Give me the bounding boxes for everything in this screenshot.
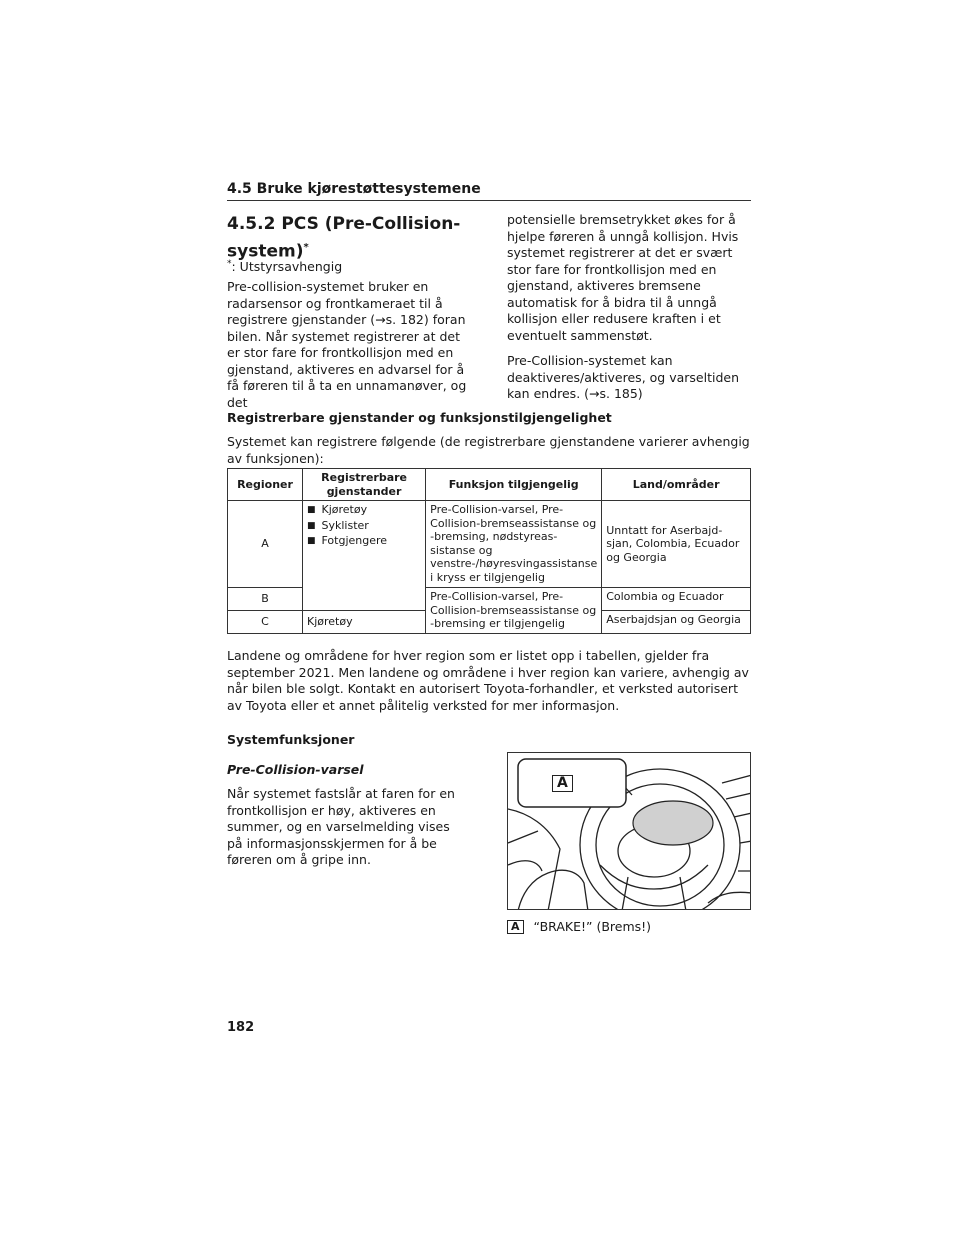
title-footnote-marker: *	[303, 242, 309, 253]
regions-note: Landene og områdene for hver region som er listet opp i tabellen, gjelder fra september 2021. Men landene og områdene i hver region kan variere, avhengig av når bilen ble solgt. Kontakt en autorisert Toyota-forhandler, et verksted autorisert av Toyota eller et annet pålitelig verksted for mer informasjon.	[227, 648, 749, 713]
country-b: Colombia og Ecuador	[602, 588, 751, 611]
warning-subheading: Pre-Collision-varsel	[227, 762, 364, 777]
figure-caption	[507, 919, 651, 934]
country-c: Aserbajdsjan og Georgia	[602, 610, 751, 633]
table-header-function: Funksjon tilgjengelig	[426, 469, 602, 501]
page-title-text: 4.5.2 PCS (Pre-Collision-system)	[227, 214, 461, 262]
list-item: ■ Fotgjengere	[307, 534, 421, 550]
callout-label-a: A	[552, 775, 573, 792]
warning-description: Når systemet fastslår at faren for en frontkollisjon er høy, aktiveres en summer, og en varselmelding vises på informasjonsskjermen for å be føreren om å gripe inn.	[227, 786, 455, 867]
objects-c: Kjøretøy	[302, 610, 425, 633]
footnote-text: : Utstyrsavhengig	[231, 259, 343, 275]
section-header	[227, 178, 751, 201]
objects-list	[307, 503, 421, 550]
intro-right-paragraph-1: potensielle bremsetrykket økes for å hjelpe føreren å unngå kollisjon. Hvis systemet registrerer at det er svært stor fare for frontkollisjon med en gjenstand, aktiveres bremsene automatisk for å bidra til å unngå kollisjon eller redusere kraften i et eventuelt sammenstøt.	[507, 212, 739, 343]
country-a: Unntatt for Aserbajd-sjan, Colombia, Ecuador og Georgia	[602, 501, 751, 588]
caption-text: “BRAKE!” (Brems!)	[533, 919, 652, 934]
caption-label-a: A	[507, 920, 524, 934]
table-header-country: Land/områder	[602, 469, 751, 501]
table-header-objects: Registrerbare gjenstander	[302, 469, 425, 501]
region-c: C	[228, 610, 303, 633]
list-item: ■ Kjøretøy	[307, 503, 421, 519]
page-number: 182	[227, 1020, 255, 1035]
table-header-region: Regioner	[228, 469, 303, 501]
intro-right-column	[507, 212, 752, 412]
functions-heading: Systemfunksjoner	[227, 732, 355, 747]
function-a: Pre-Collision-varsel, Pre-Collision-bremseassistanse og -bremsing, nødstyreas-sistanse og venstre-/høyresvingassistanse i kryss er tilgjengelig	[426, 501, 602, 588]
detectable-intro: Systemet kan registrere følgende (de registrerbare gjenstandene varierer avhengig av funksjonen):	[227, 434, 750, 466]
table-header-row	[228, 469, 751, 501]
table-row	[228, 501, 751, 588]
detectable-heading: Registrerbare gjenstander og funksjonstilgjengelighet	[227, 410, 612, 425]
region-a: A	[228, 501, 303, 588]
function-bc: Pre-Collision-varsel, Pre-Collision-bremseassistanse og -bremsing er tilgjengelig	[426, 588, 602, 634]
steering-wheel-illustration	[508, 753, 751, 910]
intro-left-paragraph: Pre-collision-systemet bruker en radarsensor og frontkameraet til å registrere gjenstander (→s. 182) foran bilen. Når systemet registrerer at det er stor fare for frontkollisjon med en gjenstand, aktiveres en advarsel for å få føreren til å ta en unnamanøver, og det	[227, 279, 467, 410]
intro-right-paragraph-2: Pre-Collision-systemet kan deaktiveres/aktiveres, og varseltiden kan endres. (→s. 185)	[507, 353, 739, 401]
detectable-objects-table	[227, 468, 751, 634]
section-title: 4.5 Bruke kjørestøttesystemene	[227, 181, 481, 197]
footnote	[227, 256, 342, 276]
region-b: B	[228, 588, 303, 611]
objects-cell	[302, 501, 425, 611]
list-item: ■ Syklister	[307, 519, 421, 535]
footnote-marker: *	[227, 259, 232, 269]
dashboard-illustration	[507, 752, 751, 910]
